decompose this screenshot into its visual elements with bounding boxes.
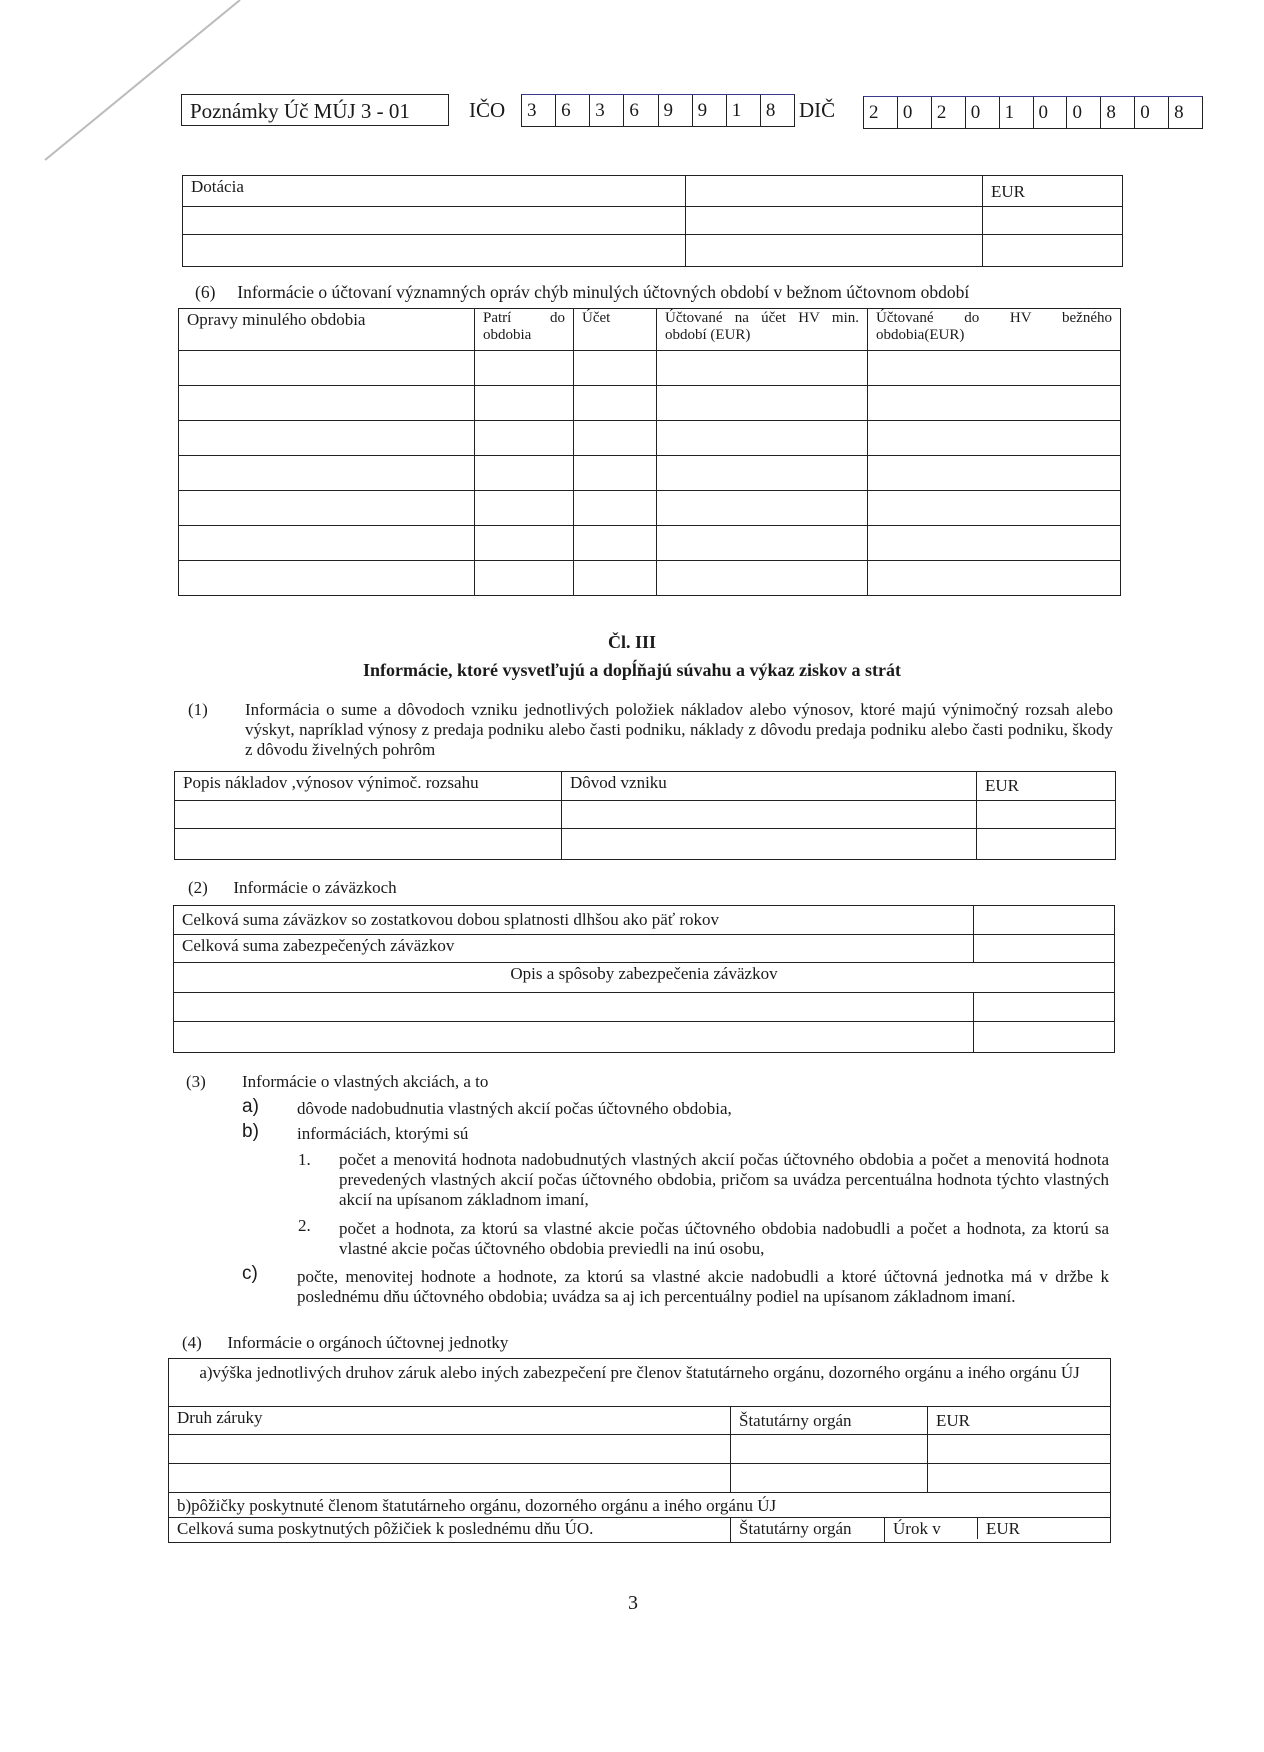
col-header: Dôvod vzniku xyxy=(562,772,977,801)
item3-b2-text: počet a hodnota, za ktorú sa vlastné akcie počas účtovného obdobia nadobudli a počet a hodnota, za ktorú sa vlastné akcie počas účtovného obdobia previedli na inú osobu, xyxy=(339,1219,1109,1258)
section6-title: Informácie o účtovaní významných opráv chýb minulých účtovných období v bežnom účtovnom období xyxy=(237,282,970,302)
cell[interactable] xyxy=(475,561,574,596)
cell[interactable] xyxy=(868,421,1121,456)
cell[interactable] xyxy=(657,386,868,421)
cell[interactable] xyxy=(574,421,657,456)
item3-b-label: b) xyxy=(242,1121,259,1142)
col-header: Popis nákladov ,výnosov výnimoč. rozsahu xyxy=(175,772,562,801)
item3-b1-label: 1. xyxy=(298,1150,311,1169)
cell[interactable] xyxy=(175,801,562,829)
item3-c-label: c) xyxy=(242,1263,258,1284)
table-row xyxy=(179,456,1121,491)
col-header: Opravy minulého obdobia xyxy=(179,309,475,351)
dotacia-table xyxy=(182,175,1123,267)
cell[interactable] xyxy=(475,456,574,491)
ico-digit: 6 xyxy=(555,95,589,126)
col-header: Účtované do HV bežného obdobia(EUR) xyxy=(868,309,1121,351)
table-row xyxy=(179,491,1121,526)
cell[interactable] xyxy=(179,561,475,596)
item2-heading xyxy=(188,878,397,898)
col-header: EUR xyxy=(928,1407,1111,1435)
cell[interactable] xyxy=(928,1464,1111,1493)
cell[interactable] xyxy=(928,1435,1111,1464)
item3-b-text: informáciách, ktorými sú xyxy=(297,1124,469,1143)
col-header: EUR xyxy=(977,772,1116,801)
item1-text: Informácia o sume a dôvodoch vzniku jednotlivých položiek nákladov alebo výnosov, ktoré majú výnimočný rozsah alebo výskyt, napríklad výnosy z predaja podniku alebo časti podniku, náklady z dôvodu predaja podniku alebo časti podniku, škody z dôvodu živelných pohrôm xyxy=(245,700,1113,759)
row-label: Celková suma záväzkov so zostatkovou dobou splatnosti dlhšou ako päť rokov xyxy=(174,906,974,935)
dotacia-cell[interactable] xyxy=(686,207,983,235)
ico-digit: 9 xyxy=(692,95,726,126)
article-title: Informácie, ktoré vysvetľujú a dopĺňajú súvahu a výkaz ziskov a strát xyxy=(363,660,901,680)
col-header: Účtované na účet HV min. období (EUR) xyxy=(657,309,868,351)
col-header: EUR xyxy=(986,1519,1020,1538)
cell[interactable] xyxy=(179,421,475,456)
item3-title: Informácie o vlastných akciách, a to xyxy=(242,1072,489,1091)
ico-label: IČO xyxy=(469,98,506,122)
table-row xyxy=(179,421,1121,456)
dotacia-cell[interactable] xyxy=(686,235,983,267)
cell[interactable] xyxy=(475,351,574,386)
cell[interactable] xyxy=(974,1022,1115,1053)
dotacia-label: Dotácia xyxy=(183,176,686,207)
table-row xyxy=(179,561,1121,596)
table-row xyxy=(179,526,1121,561)
ico-digit: 8 xyxy=(760,95,794,126)
col-header: Úrok v xyxy=(885,1518,978,1539)
cell[interactable] xyxy=(562,801,977,829)
item4-title: Informácie o orgánoch účtovnej jednotky xyxy=(227,1333,509,1352)
form-label: Poznámky Úč MÚJ 3 - 01 xyxy=(190,99,410,123)
cell[interactable] xyxy=(574,526,657,561)
cell[interactable] xyxy=(657,421,868,456)
cell[interactable] xyxy=(657,351,868,386)
table-row xyxy=(179,351,1121,386)
ico-digit: 3 xyxy=(589,95,623,126)
section6-table xyxy=(178,308,1121,596)
item4-a-header: a)výška jednotlivých druhov záruk alebo iných zabezpečení pre členov štatutárneho orgánu, dozorného orgánu a iného orgánu ÚJ xyxy=(169,1359,1111,1407)
col-header: Účet xyxy=(574,309,657,351)
row-label: Opis a spôsoby zabezpečenia záväzkov xyxy=(174,963,1115,993)
cell[interactable] xyxy=(574,386,657,421)
ico-digit: 1 xyxy=(726,95,760,126)
cell[interactable] xyxy=(657,456,868,491)
cell[interactable] xyxy=(731,1435,928,1464)
dic-digit: 8 xyxy=(1100,97,1134,128)
dic-digit: 2 xyxy=(931,97,965,128)
cell[interactable] xyxy=(179,386,475,421)
article-number: Čl. III xyxy=(607,632,656,652)
dotacia-cell[interactable] xyxy=(686,176,983,207)
col-header xyxy=(885,1518,1111,1543)
cell[interactable] xyxy=(574,491,657,526)
ico-field xyxy=(521,94,795,127)
cell[interactable] xyxy=(475,526,574,561)
dotacia-cell[interactable] xyxy=(983,207,1123,235)
col-header: Druh záruky xyxy=(169,1407,731,1435)
col-header: Patrí do obdobia xyxy=(475,309,574,351)
col-header: Celková suma poskytnutých pôžičiek k poslednému dňu ÚO. xyxy=(169,1518,731,1543)
cell[interactable] xyxy=(974,935,1115,963)
cell[interactable] xyxy=(179,526,475,561)
item3-b1-text: počet a menovitá hodnota nadobudnutých vlastných akcií počas účtovného obdobia a počet a menovitá hodnota prevedených vlastných akcií počas účtovného obdobia, pričom sa uvádza percentuálna hodnota týchto vlastných akcií na upísanom základnom imaní, xyxy=(339,1150,1109,1209)
item3-b2-label: 2. xyxy=(298,1216,311,1235)
cell[interactable] xyxy=(574,456,657,491)
cell[interactable] xyxy=(868,456,1121,491)
item4-b-header: b)pôžičky poskytnuté členom štatutárneho orgánu, dozorného orgánu a iného orgánu ÚJ xyxy=(169,1493,1111,1518)
cell[interactable] xyxy=(657,491,868,526)
item3-a-text: dôvode nadobudnutia vlastných akcií počas účtovného obdobia, xyxy=(297,1099,732,1118)
cell[interactable] xyxy=(174,993,974,1022)
item3-a-label: a) xyxy=(242,1096,259,1117)
cell[interactable] xyxy=(731,1464,928,1493)
cell[interactable] xyxy=(475,421,574,456)
dotacia-cell[interactable] xyxy=(983,235,1123,267)
page-number: 3 xyxy=(628,1592,638,1614)
cell[interactable] xyxy=(974,993,1115,1022)
dotacia-cell[interactable] xyxy=(183,235,686,267)
cell[interactable] xyxy=(868,561,1121,596)
row-label: Celková suma zabezpečených záväzkov xyxy=(174,935,974,963)
dic-field xyxy=(863,96,1203,129)
ico-digit: 9 xyxy=(658,95,692,126)
item3-c-text: počte, menovitej hodnote a hodnote, za ktorú sa vlastné akcie nadobudli a ktoré účtovná jednotka má v držbe k poslednému dňu účtovného obdobia; uvádza sa aj ich percentuálny podiel na upísanom základnom imaní. xyxy=(297,1267,1109,1306)
item2-title: Informácie o záväzkoch xyxy=(233,878,397,897)
cell[interactable] xyxy=(868,386,1121,421)
cell[interactable] xyxy=(868,526,1121,561)
dic-digit: 0 xyxy=(1066,97,1100,128)
dic-digit: 8 xyxy=(1168,97,1202,128)
dic-digit: 1 xyxy=(999,97,1033,128)
cell[interactable] xyxy=(868,351,1121,386)
item4-heading xyxy=(182,1333,508,1353)
cell[interactable] xyxy=(977,829,1116,860)
col-header: Štatutárny orgán xyxy=(731,1518,885,1543)
scan-mark xyxy=(0,0,260,170)
item1-table xyxy=(174,771,1116,860)
form-label-box xyxy=(181,94,449,126)
dic-digit: 0 xyxy=(1134,97,1168,128)
table-row xyxy=(175,801,1116,829)
cell[interactable] xyxy=(174,1022,974,1053)
dic-digit: 0 xyxy=(897,97,931,128)
cell[interactable] xyxy=(977,801,1116,829)
table-row xyxy=(169,1464,1111,1493)
item3-number: (3) xyxy=(186,1072,206,1091)
ico-digit: 3 xyxy=(527,100,537,121)
dic-digit: 0 xyxy=(965,97,999,128)
dic-label: DIČ xyxy=(799,98,836,122)
section6-heading xyxy=(195,282,969,303)
cell[interactable] xyxy=(574,351,657,386)
cell[interactable] xyxy=(974,906,1115,935)
cell[interactable] xyxy=(169,1435,731,1464)
cell[interactable] xyxy=(179,491,475,526)
cell[interactable] xyxy=(169,1464,731,1493)
section6-number: (6) xyxy=(195,282,216,302)
item4-number: (4) xyxy=(182,1333,202,1352)
table-row xyxy=(169,1435,1111,1464)
col-header: Štatutárny orgán xyxy=(731,1407,928,1435)
item4-table xyxy=(168,1358,1111,1543)
cell[interactable] xyxy=(657,561,868,596)
item1-number: (1) xyxy=(188,700,208,719)
cell[interactable] xyxy=(657,526,868,561)
cell[interactable] xyxy=(179,351,475,386)
dic-digit: 2 xyxy=(869,102,879,123)
cell[interactable] xyxy=(475,491,574,526)
cell[interactable] xyxy=(562,829,977,860)
table-row xyxy=(179,386,1121,421)
dotacia-currency: EUR xyxy=(983,176,1123,207)
item2-table xyxy=(173,905,1115,1053)
dotacia-cell[interactable] xyxy=(183,207,686,235)
table-row xyxy=(175,829,1116,860)
dic-digit: 0 xyxy=(1033,97,1067,128)
cell[interactable] xyxy=(574,561,657,596)
cell[interactable] xyxy=(175,829,562,860)
item2-number: (2) xyxy=(188,878,208,897)
ico-digit: 6 xyxy=(623,95,657,126)
cell[interactable] xyxy=(868,491,1121,526)
cell[interactable] xyxy=(179,456,475,491)
cell[interactable] xyxy=(475,386,574,421)
